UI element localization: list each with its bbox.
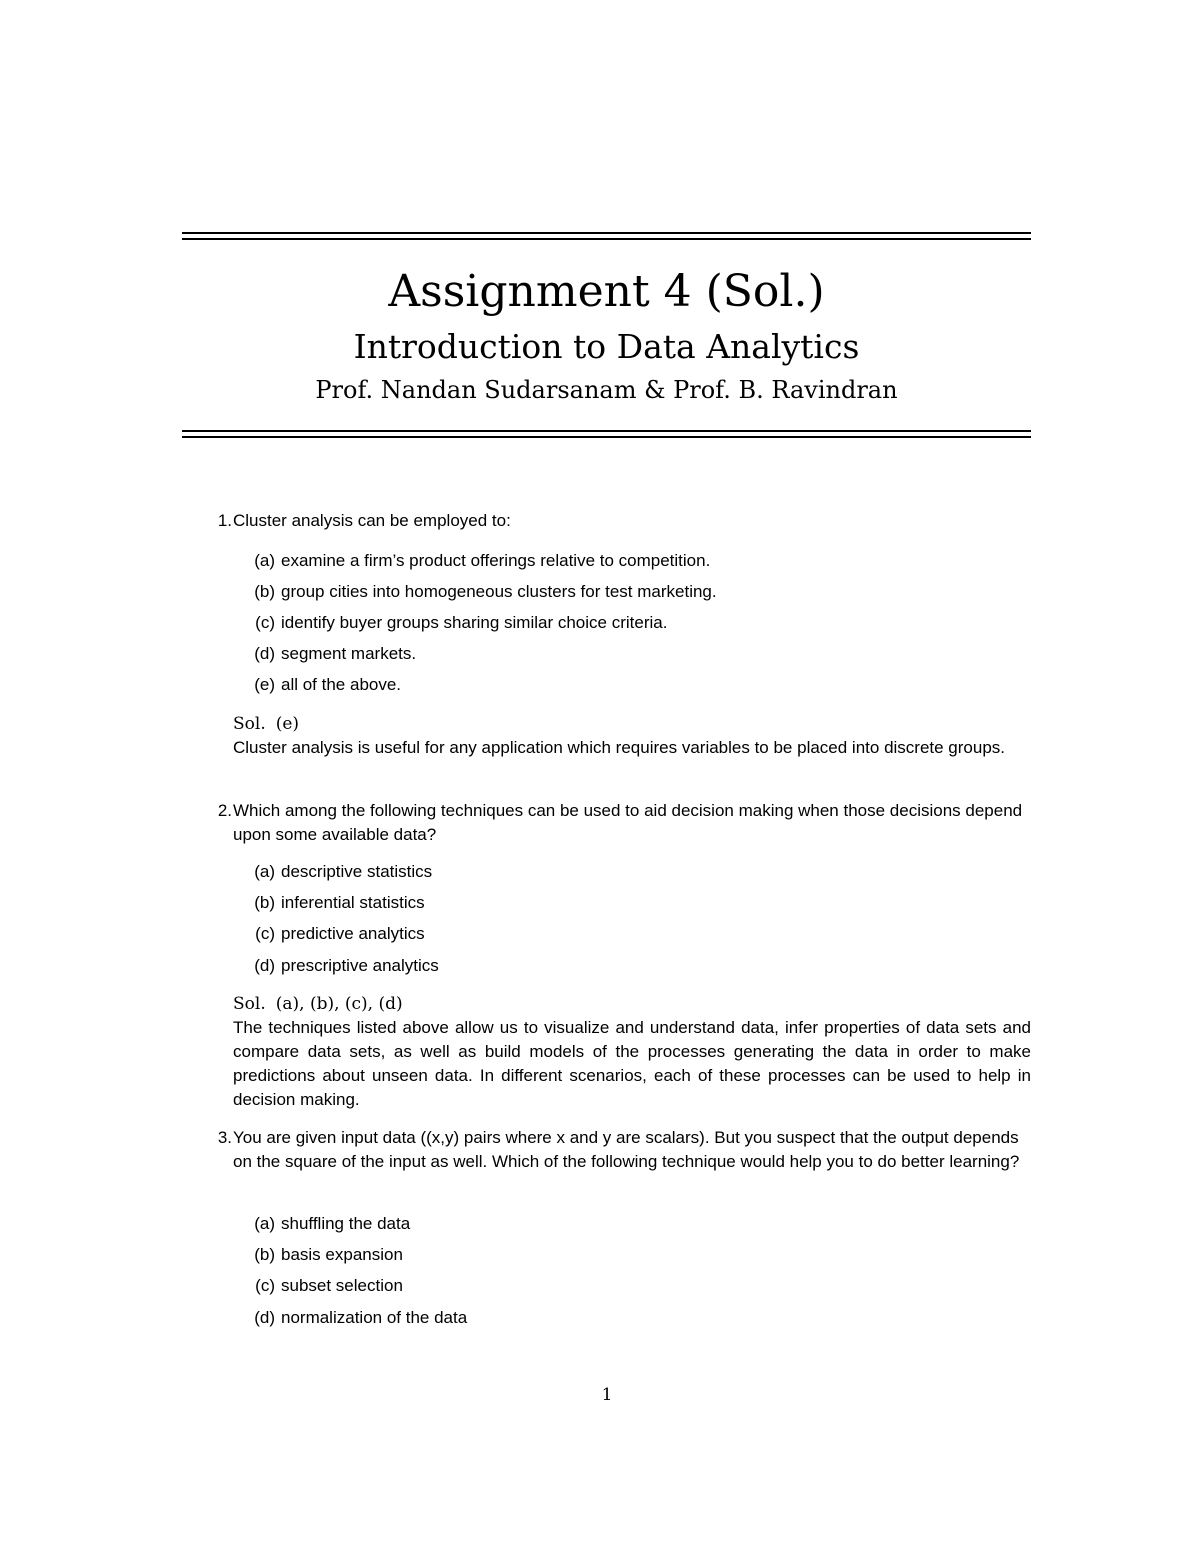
question-text: Cluster analysis can be employed to:	[233, 511, 511, 530]
solution	[233, 712, 1031, 760]
question-number: 2.	[217, 801, 232, 820]
question-number: 1.	[217, 511, 232, 530]
option-text: examine a firm’s product offerings relative to competition.	[281, 551, 711, 570]
option-d	[237, 642, 416, 666]
option-d	[237, 1306, 467, 1330]
solution-text: The techniques listed above allow us to visualize and understand data, infer properties of data sets and compare data sets, as well as build models of the processes generating the data in order to make predictions about unseen data. In different scenarios, each of these processes can be used to help in decision making.	[233, 1018, 1031, 1109]
question-text: Which among the following techniques can be used to aid decision making when those decisions depend upon some available data?	[233, 801, 1023, 844]
option-label: (c)	[255, 924, 275, 943]
rule-line	[182, 430, 1031, 432]
option-b	[237, 1243, 403, 1267]
solution-text: Cluster analysis is useful for any application which requires variables to be placed into discrete groups.	[233, 738, 1006, 757]
option-text: descriptive statistics	[281, 862, 433, 881]
option-label: (b)	[254, 893, 275, 912]
option-a	[237, 860, 432, 884]
rule-line	[182, 238, 1031, 240]
option-a	[237, 549, 710, 573]
solution-answer: (a), (b), (c), (d)	[275, 994, 403, 1014]
option-text: segment markets.	[281, 644, 417, 663]
option-c	[237, 611, 667, 635]
option-label: (b)	[254, 1245, 275, 1264]
option-text: group cities into homogeneous clusters for test marketing.	[281, 582, 717, 601]
option-c	[237, 922, 425, 946]
solution-label: Sol.	[233, 714, 266, 734]
option-label: (a)	[254, 862, 275, 881]
bottom-double-rule	[182, 430, 1031, 438]
top-double-rule	[182, 232, 1031, 240]
solution	[233, 992, 1031, 1112]
solution-label: Sol.	[233, 994, 266, 1014]
option-label: (e)	[254, 675, 275, 694]
rule-line	[182, 436, 1031, 438]
option-text: shuffling the data	[281, 1214, 411, 1233]
course-title: Introduction to Data Analytics	[353, 327, 860, 366]
solution-answer: (e)	[275, 714, 300, 734]
option-text: all of the above.	[281, 675, 402, 694]
page-number: 1	[601, 1385, 613, 1405]
option-label: (a)	[254, 1214, 275, 1233]
solution-heading	[233, 712, 1031, 736]
option-b	[237, 580, 717, 604]
option-b	[237, 891, 425, 915]
option-label: (c)	[255, 1276, 275, 1295]
option-label: (b)	[254, 582, 275, 601]
option-label: (d)	[254, 1308, 275, 1327]
solution-heading	[233, 992, 1031, 1016]
option-e	[237, 673, 401, 697]
option-text: normalization of the data	[281, 1308, 468, 1327]
option-label: (d)	[254, 644, 275, 663]
option-text: inferential statistics	[281, 893, 425, 912]
question-number: 3.	[217, 1128, 232, 1147]
option-a	[237, 1212, 410, 1236]
option-label: (c)	[255, 613, 275, 632]
option-text: basis expansion	[281, 1245, 403, 1264]
option-label: (d)	[254, 956, 275, 975]
page-title: Assignment 4 (Sol.)	[388, 266, 825, 317]
option-d	[237, 954, 439, 978]
option-c	[237, 1274, 403, 1298]
option-label: (a)	[254, 551, 275, 570]
option-text: predictive analytics	[281, 924, 425, 943]
question-3	[182, 1126, 1031, 1327]
rule-line	[182, 232, 1031, 234]
option-text: identify buyer groups sharing similar choice criteria.	[281, 613, 668, 632]
question-text: You are given input data ((x,y) pairs where x and y are scalars). But you suspect that the output depends on the square of the input as well. Which of the following technique would help you to do better learning?	[233, 1128, 1020, 1171]
authors: Prof. Nandan Sudarsanam & Prof. B. Ravindran	[315, 376, 898, 404]
question-1	[182, 509, 1031, 757]
option-text: subset selection	[281, 1276, 403, 1295]
option-text: prescriptive analytics	[281, 956, 439, 975]
question-2	[182, 799, 1031, 1109]
